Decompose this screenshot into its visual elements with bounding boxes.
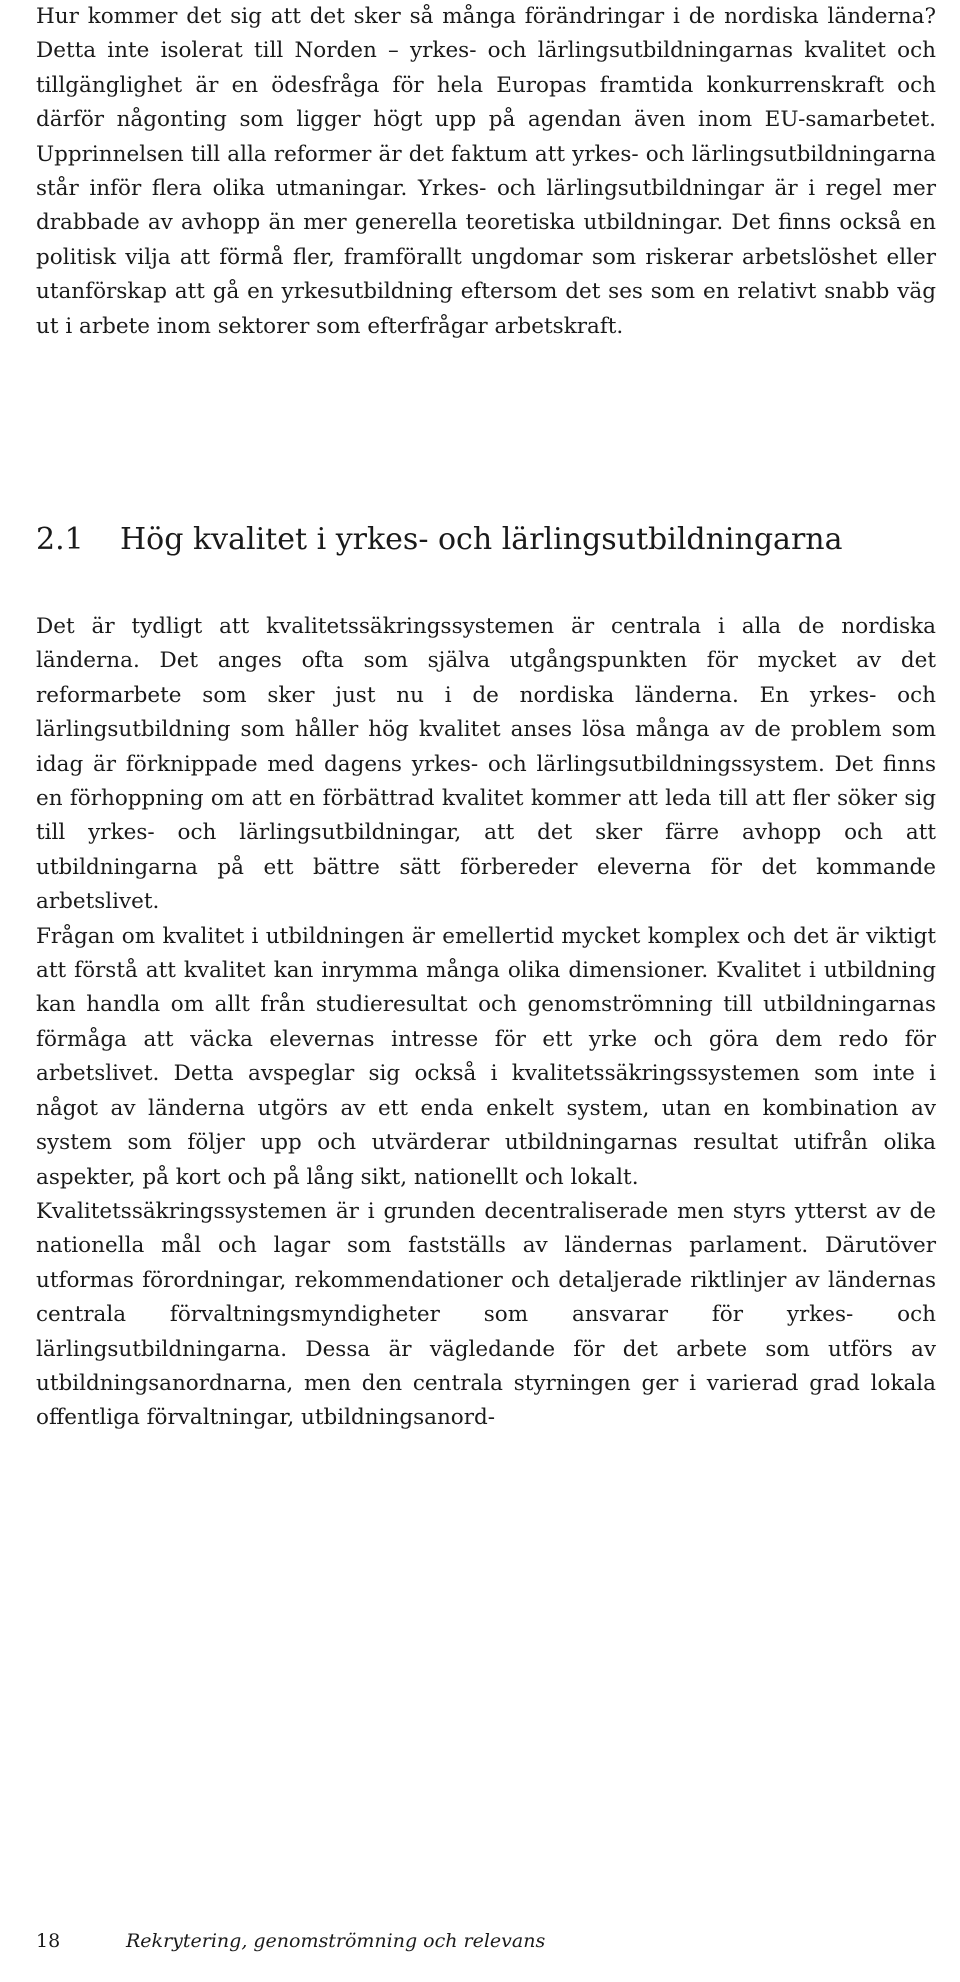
body-paragraph-1: Det är tydligt att kvalitetssäkringssystemen är centrala i alla de nordiska länderna. Det anges ofta som själva utgångspunkten för mycket av det reformarbete som sker just nu i de nordiska länderna. En yrkes- och lärlingsutbildning som håller hög kvalitet anses lösa många av de problem som idag är förknippade med dagens yrkes- och lärlingsutbildningssystem. Det finns en förhoppning om att en förbättrad kvalitet kommer att leda till att fler söker sig till yrkes- och lärlingsutbildningar, att det sker färre avhopp och att utbildningarna på ett bättre sätt förbereder eleverna för det kommande arbetslivet. xyxy=(36,614,936,915)
section-title: Hög kvalitet i yrkes- och lärlingsutbildningarna xyxy=(120,522,843,557)
section-body xyxy=(36,610,936,1436)
section-number: 2.1 xyxy=(36,522,84,557)
intro-block xyxy=(36,0,936,344)
section-heading xyxy=(36,520,936,560)
running-title: Rekrytering, genomströmning och relevans xyxy=(126,1930,546,1952)
page-number: 18 xyxy=(36,1930,61,1952)
intro-paragraph: Hur kommer det sig att det sker så många förändringar i de nordiska länderna? Detta inte isolerat till Norden – yrkes- och lärlingsutbildningarnas kvalitet och tillgänglighet är en ödesfråga för hela Europas framtida konkurrenskraft och därför någonting som ligger högt upp på agendan även inom EU-samarbetet. Upprinnelsen till alla reformer är det faktum att yrkes- och lärlingsutbildningarna står inför flera olika utmaningar. Yrkes- och lärlingsutbildningar är i regel mer drabbade av avhopp än mer generella teoretiska utbildningar. Det finns också en politisk vilja att förmå fler, framförallt ungdomar som riskerar arbetslöshet eller utanförskap att gå en yrkesutbildning eftersom det ses som en relativt snabb väg ut i arbete inom sektorer som efterfrågar arbetskraft. xyxy=(36,4,936,339)
body-paragraph-2: Frågan om kvalitet i utbildningen är emellertid mycket komplex och det är viktigt att förstå att kvalitet kan inrymma många olika dimensioner. Kvalitet i utbildning kan handla om allt från studieresultat och genomströmning till utbildningarnas förmåga att väcka elevernas intresse för ett yrke och göra dem redo för arbetslivet. Detta avspeglar sig också i kvalitetssäkringssystemen som inte i något av länderna utgörs av ett enda enkelt system, utan en kombination av system som följer upp och utvärderar utbildningarnas resultat utifrån olika aspekter, på kort och på lång sikt, nationellt och lokalt. xyxy=(36,923,936,1190)
page-footer xyxy=(36,1928,936,1954)
body-paragraph-3: Kvalitetssäkringssystemen är i grunden decentraliserade men styrs ytterst av de nationella mål och lagar som fastställs av ländernas parlament. Därutöver utformas förordningar, rekommendationer och detaljerade riktlinjer av ländernas centrala förvaltningsmyndigheter som ansvarar för yrkes- och lärlingsutbildningarna. Dessa är vägledande för det arbete som utförs av utbildningsanordnarna, men den centrala styrningen ger i varierad grad lokala offentliga förvaltningar, utbildningsanord- xyxy=(36,1198,936,1431)
